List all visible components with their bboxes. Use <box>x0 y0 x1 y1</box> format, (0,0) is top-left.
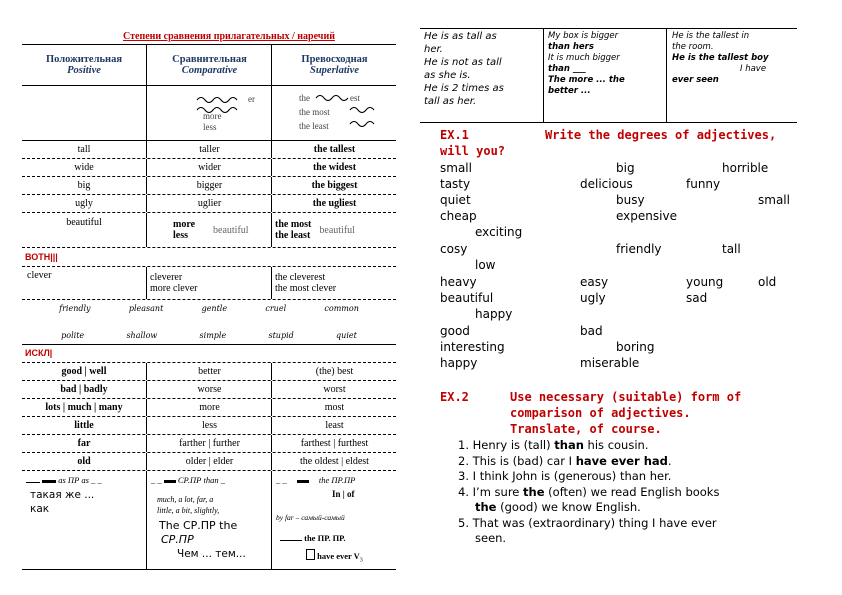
comparative-cell: uglier <box>146 195 272 212</box>
irregular-row <box>22 381 396 399</box>
exercise-2 <box>440 390 820 555</box>
table-title: Степени сравнения прилагательных / наречий <box>123 31 335 42</box>
er-suffix: er <box>248 94 255 104</box>
word: quiet <box>336 331 357 340</box>
positive-cell: wide <box>74 162 94 173</box>
ru-same-as: такая же ... <box>30 489 95 501</box>
modifiers-line1: much, a lot, far, a <box>157 495 214 504</box>
table-grid <box>22 44 396 570</box>
example-line: He is the tallest boy <box>672 53 769 63</box>
comparative-cell: wider <box>146 159 272 176</box>
example-line: the room. <box>672 42 714 52</box>
positive-cell: clever <box>27 270 52 281</box>
ex1-title: Write the degrees of adjectives, <box>545 128 777 142</box>
comparative-cell: worse <box>146 381 272 398</box>
table-row <box>22 141 396 159</box>
irregular-label-row <box>22 345 396 363</box>
ex2-title1: Use necessary (suitable) form of <box>510 390 742 404</box>
superlative-example <box>672 31 794 86</box>
example-line: He is not as tall <box>424 57 502 68</box>
word: good <box>440 324 470 338</box>
example-line: He is as tall as <box>424 31 497 42</box>
positive-cell: old <box>77 456 91 467</box>
example-boxes <box>420 28 797 123</box>
table-row-beautiful <box>22 213 396 248</box>
example-line: than hers <box>548 42 594 52</box>
superlative-cell: the oldest | eldest <box>271 453 397 470</box>
superlative-cell: the widest <box>271 159 397 176</box>
both-words-line2 <box>22 331 396 340</box>
beautiful-word: beautiful <box>319 224 355 236</box>
comparative-pattern <box>146 86 272 140</box>
irregular-row <box>22 399 396 417</box>
the-pr-pr-2: the ПР. ПР. <box>304 533 346 543</box>
superlative-cell: (the) best <box>271 363 397 380</box>
the-least-word: the least <box>275 230 311 241</box>
both-label: ВОТН||| <box>25 252 58 262</box>
word: happy <box>475 307 513 321</box>
the-word: the <box>299 93 310 103</box>
list-item: 4. I’m sure the (often) we read English books <box>458 484 720 499</box>
word: small <box>758 193 790 207</box>
word: heavy <box>440 275 477 289</box>
less-word: less <box>203 122 217 132</box>
comparative-cell <box>146 267 275 299</box>
both-words-row <box>22 300 396 345</box>
header-row <box>22 45 396 86</box>
irregular-label: ИСКЛ| <box>25 348 53 358</box>
the-most-word: the most <box>299 107 330 117</box>
word: funny <box>686 177 721 191</box>
irregular-row <box>22 363 396 381</box>
exercise-1 <box>440 128 820 378</box>
word: bad <box>580 324 603 338</box>
ex1-title2: will you? <box>440 144 506 158</box>
divider <box>666 29 667 122</box>
cleverer: cleverer <box>150 272 183 283</box>
subscript: 3 <box>359 557 363 564</box>
comparative-cell: bigger <box>146 177 272 194</box>
superlative-cell: the tallest <box>271 141 397 158</box>
the-most-word: the most <box>275 219 312 230</box>
ex2-list <box>458 438 803 547</box>
the-pr-line: _ _ the ПР.ПР <box>276 475 356 485</box>
superlative-formula <box>271 471 397 569</box>
the-the-line: The СР.ПР the <box>159 519 238 532</box>
pattern-row <box>22 86 396 141</box>
word: gentle <box>201 304 228 313</box>
example-line: tall as her. <box>424 96 477 107</box>
word: simple <box>199 331 227 340</box>
word: sad <box>686 291 708 305</box>
than-line: _ _ СР.ПР than _ <box>151 475 225 485</box>
as-pr-as: as ПР as <box>58 475 89 485</box>
more-clever: more clever <box>150 283 198 294</box>
word: low <box>475 258 496 272</box>
sr-pr-than: СР.ПР than <box>177 475 219 485</box>
comparative-cell: better <box>146 363 272 380</box>
equality-formula <box>22 471 146 569</box>
the-most-clever: the most clever <box>275 283 337 294</box>
positive-cell: big <box>77 180 91 191</box>
example-line: He is 2 times as <box>424 83 504 94</box>
comparative-wave-diagram <box>147 86 272 140</box>
positive-cell: tall <box>77 144 91 155</box>
by-far: by far – самый-самый <box>276 513 345 522</box>
equality-example <box>424 30 540 108</box>
table-row-clever <box>22 267 396 300</box>
both-words-line1 <box>22 304 396 313</box>
superlative-wave-diagram <box>272 86 397 140</box>
word: young <box>686 275 724 289</box>
superlative-cell <box>271 267 400 299</box>
list-item: the (good) we know English. <box>475 500 641 514</box>
word: busy <box>616 193 645 207</box>
superlative-cell: most <box>271 399 397 416</box>
word: boring <box>616 340 655 354</box>
beautiful-word: beautiful <box>213 224 249 236</box>
positive-cell: little <box>74 420 94 431</box>
in-of: In | of <box>332 489 355 499</box>
modifiers-line2: little, a bit, slightly, <box>157 506 220 515</box>
word: expensive <box>616 209 677 223</box>
superlative-cell: least <box>271 417 397 434</box>
word: small <box>440 161 472 175</box>
comparative-cell: more <box>146 399 272 416</box>
word: cosy <box>440 242 468 256</box>
ex2-title2: comparison of adjectives. <box>510 406 691 420</box>
word: horrible <box>722 161 769 175</box>
header-comparative: Сравнительная Comparative <box>146 45 272 85</box>
word: friendly <box>616 242 662 256</box>
sr-pr: СР.ПР <box>161 533 194 546</box>
word: big <box>616 161 635 175</box>
example-line: It is much bigger <box>548 53 620 63</box>
comparative-cell: farther | further <box>146 435 272 452</box>
example-line: ever seen <box>672 75 719 85</box>
header-positive: Положительная Positive <box>45 54 123 76</box>
more-word: more <box>203 111 222 121</box>
comparative-cell: taller <box>146 141 272 158</box>
comparative-formula <box>146 471 272 569</box>
comparative-cell: older | elder <box>146 453 272 470</box>
list-item: 2. This is (bad) car I have ever had. <box>458 453 672 468</box>
irregular-row <box>22 453 396 471</box>
superlative-cell: farthest | furthest <box>271 435 397 452</box>
word: interesting <box>440 340 505 354</box>
more-word: more <box>173 219 196 230</box>
word: old <box>758 275 777 289</box>
comparative-cell: less <box>146 417 272 434</box>
both-label-row <box>22 248 396 267</box>
example-line: The more ... the <box>548 75 625 85</box>
ex2-label: EX.2 <box>440 390 469 404</box>
list-item: 5. That was (extraordinary) thing I have ever <box>458 515 717 530</box>
example-line: My box is bigger <box>548 31 619 41</box>
table-row <box>22 159 396 177</box>
list-item: 3. I think John is (generous) than her. <box>458 469 672 483</box>
word: exciting <box>475 225 523 239</box>
ex2-title3: Translate, of course. <box>510 422 662 436</box>
irregular-row <box>22 417 396 435</box>
have-ever-line <box>306 549 363 564</box>
word: tall <box>722 242 741 256</box>
superlative-pattern <box>271 86 397 140</box>
formula-row <box>22 471 396 569</box>
word: common <box>324 304 359 313</box>
divider <box>543 29 544 122</box>
word: delicious <box>580 177 633 191</box>
the-least-word: the least <box>299 121 329 131</box>
less-word: less <box>173 230 188 241</box>
header-superlative: Превосходная Superlative <box>271 45 397 85</box>
irregular-row <box>22 435 396 453</box>
positive-cell: far <box>77 438 91 449</box>
example-line: He is the tallest in <box>672 31 750 41</box>
list-item: seen. <box>475 531 507 545</box>
superlative-cell: the biggest <box>271 177 397 194</box>
the-pr-pr: the ПР.ПР <box>318 475 356 485</box>
word: happy <box>440 356 478 370</box>
word: tasty <box>440 177 471 191</box>
the-cleverest: the cleverest <box>275 272 326 283</box>
list-item: 1. Henry is (tall) than his cousin. <box>458 438 649 452</box>
as-as-line: as ПР as _ _ <box>26 475 102 485</box>
ex1-label: EX.1 <box>440 128 469 142</box>
positive-cell: good | well <box>61 366 107 377</box>
word: cruel <box>265 304 287 313</box>
word: beautiful <box>440 291 494 305</box>
superlative-cell: worst <box>271 381 397 398</box>
comparative-example <box>548 31 666 97</box>
ru-kak: как <box>30 503 50 515</box>
superlative-cell: the ugliest <box>271 195 397 212</box>
word: cheap <box>440 209 477 223</box>
comparative-cell <box>146 213 272 247</box>
table-row <box>22 177 396 195</box>
the-pr-pr-line2 <box>280 533 345 543</box>
word: ugly <box>580 291 606 305</box>
word: quiet <box>440 193 471 207</box>
word: friendly <box>59 304 91 313</box>
word: easy <box>580 275 609 289</box>
word: stupid <box>268 331 294 340</box>
positive-cell: ugly <box>75 198 93 209</box>
example-line: as she is. <box>424 70 471 81</box>
positive-cell: beautiful <box>66 217 102 228</box>
positive-cell: lots | much | many <box>45 402 123 413</box>
word: shallow <box>126 331 158 340</box>
have-ever-v: have ever V <box>317 551 360 561</box>
word: miserable <box>580 356 640 370</box>
word: pleasant <box>128 304 164 313</box>
example-line: I have <box>740 64 767 74</box>
superlative-cell <box>271 213 397 247</box>
example-line: her. <box>424 44 443 55</box>
comparison-table <box>22 28 396 564</box>
est-suffix: est <box>350 93 360 103</box>
example-line: than ___ <box>548 64 586 74</box>
word: polite <box>61 331 85 340</box>
positive-cell: bad | badly <box>60 384 108 395</box>
chem-tem: Чем ... тем... <box>177 548 246 560</box>
example-line: better ... <box>548 86 591 96</box>
table-row <box>22 195 396 213</box>
